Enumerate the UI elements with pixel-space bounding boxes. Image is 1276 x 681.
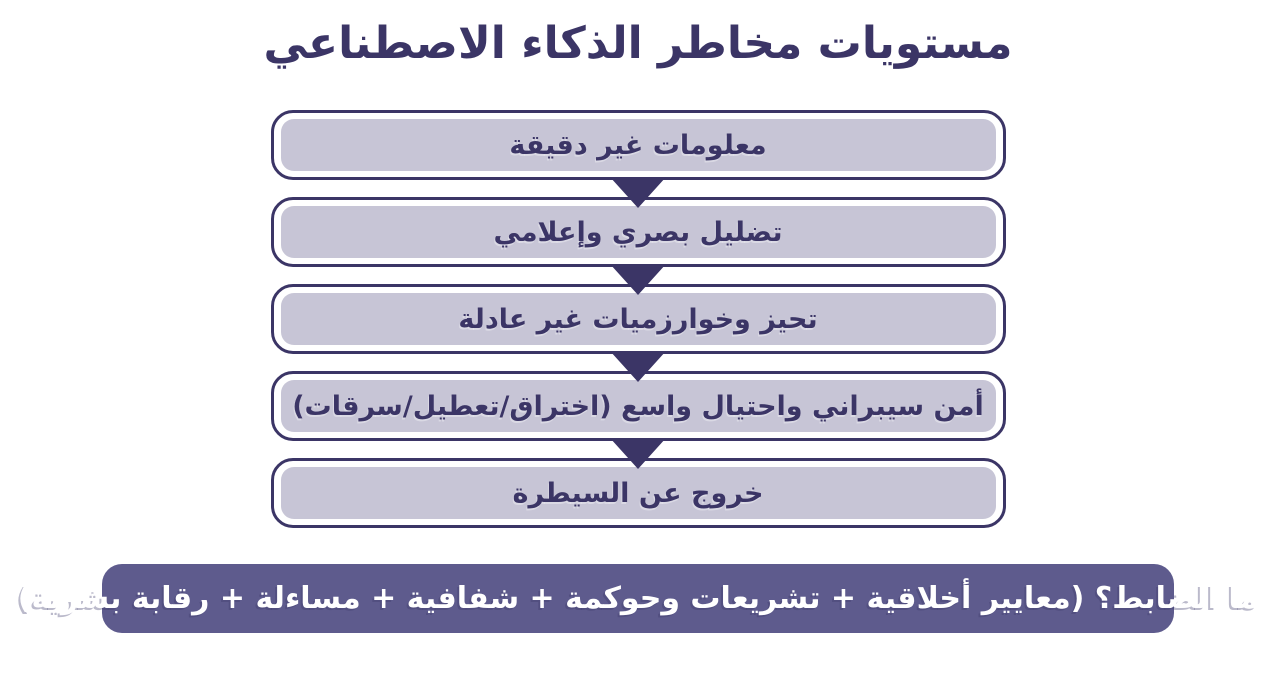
risk-level-box-5-inner (281, 467, 996, 519)
controls-footer-bar (17, 564, 1259, 633)
risk-level-box-2-inner (281, 206, 996, 258)
page-title: مستويات مخاطر الذكاء الاصطناعي (263, 18, 1013, 69)
down-arrow-icon (610, 438, 666, 469)
risk-level-label-1: معلومات غير دقيقة (509, 129, 767, 161)
arrow-gap (271, 354, 1006, 371)
risk-level-box-1 (271, 110, 1006, 180)
risk-level-box-3-inner (281, 293, 996, 345)
down-arrow-icon (610, 264, 666, 295)
arrow-gap (271, 441, 1006, 458)
arrow-gap (271, 180, 1006, 197)
risk-levels-stack (271, 110, 1006, 528)
risk-level-label-2: تضليل بصري وإعلامي (493, 216, 783, 248)
down-arrow-icon (610, 351, 666, 382)
risk-level-label-3: تحيز وخوارزميات غير عادلة (458, 303, 818, 335)
risk-level-box-1-inner (281, 119, 996, 171)
risk-level-label-4: أمن سيبراني واحتيال واسع (اختراق/تعطيل/سرقات) (292, 390, 984, 422)
arrow-gap (271, 267, 1006, 284)
down-arrow-icon (610, 177, 666, 208)
controls-footer-label: ما الضابط؟ (معايير أخلاقية + تشريعات وحوكمة + شفافية + مساءلة + رقابة بشرية) (17, 581, 1259, 616)
risk-level-label-5: خروج عن السيطرة (512, 477, 764, 509)
risk-level-box-4-inner (281, 380, 996, 432)
